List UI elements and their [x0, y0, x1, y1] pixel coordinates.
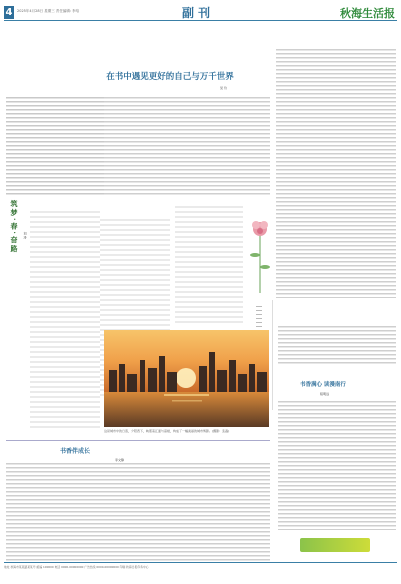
right-article-title: 书香满心 读漫南行: [300, 382, 346, 388]
photo-caption: 这是城市中的日落，夕阳西下，映照着江面与高楼，构成了一幅美丽的城市剪影。(摄影：张磊): [104, 429, 230, 433]
footer-rule: [4, 562, 397, 563]
masthead: 秋海生活报: [340, 7, 395, 20]
page-header: [4, 4, 397, 34]
right-article-body: [278, 400, 396, 530]
lead-article-body: [104, 96, 270, 196]
city-sunset-photo: [104, 330, 269, 427]
right-column-top: [276, 48, 396, 298]
bottom-article-title: 书香伴成长: [60, 448, 91, 455]
footer-text: 地址 秋海市某某路某某号 邮编 100000 电话 0000-00000000 广告热线 0000-00000000 印刷 秋海日报印务中心: [4, 565, 149, 569]
date-line: 2025年4月28日 星期三 责任编辑: 李培: [17, 9, 80, 13]
poem-author: 刘 涛: [23, 232, 27, 239]
flower-illustration: [248, 215, 272, 295]
poem-title: 筑梦·春·奋路: [10, 200, 19, 254]
bottom-divider: [6, 440, 270, 441]
right-article-author: 程明远: [320, 392, 330, 396]
lead-article-title: 在书中遇见更好的自己与万千世界: [106, 72, 234, 82]
bottom-article-body: [6, 462, 270, 562]
right-article-photo-strip: [278, 325, 396, 365]
decorative-banner: [300, 538, 370, 552]
right-article-divider: [272, 300, 273, 410]
lead-intro-text: [6, 96, 106, 196]
poem-lines-lower: [30, 330, 100, 430]
poem-lines-right: [175, 205, 243, 325]
page-number: 4: [5, 7, 13, 18]
lead-article-author: 吴 玲: [220, 86, 227, 90]
header-rule: [4, 20, 397, 21]
bottom-article-author: 李文静: [115, 458, 125, 462]
section-title: 副 刊: [182, 6, 211, 20]
